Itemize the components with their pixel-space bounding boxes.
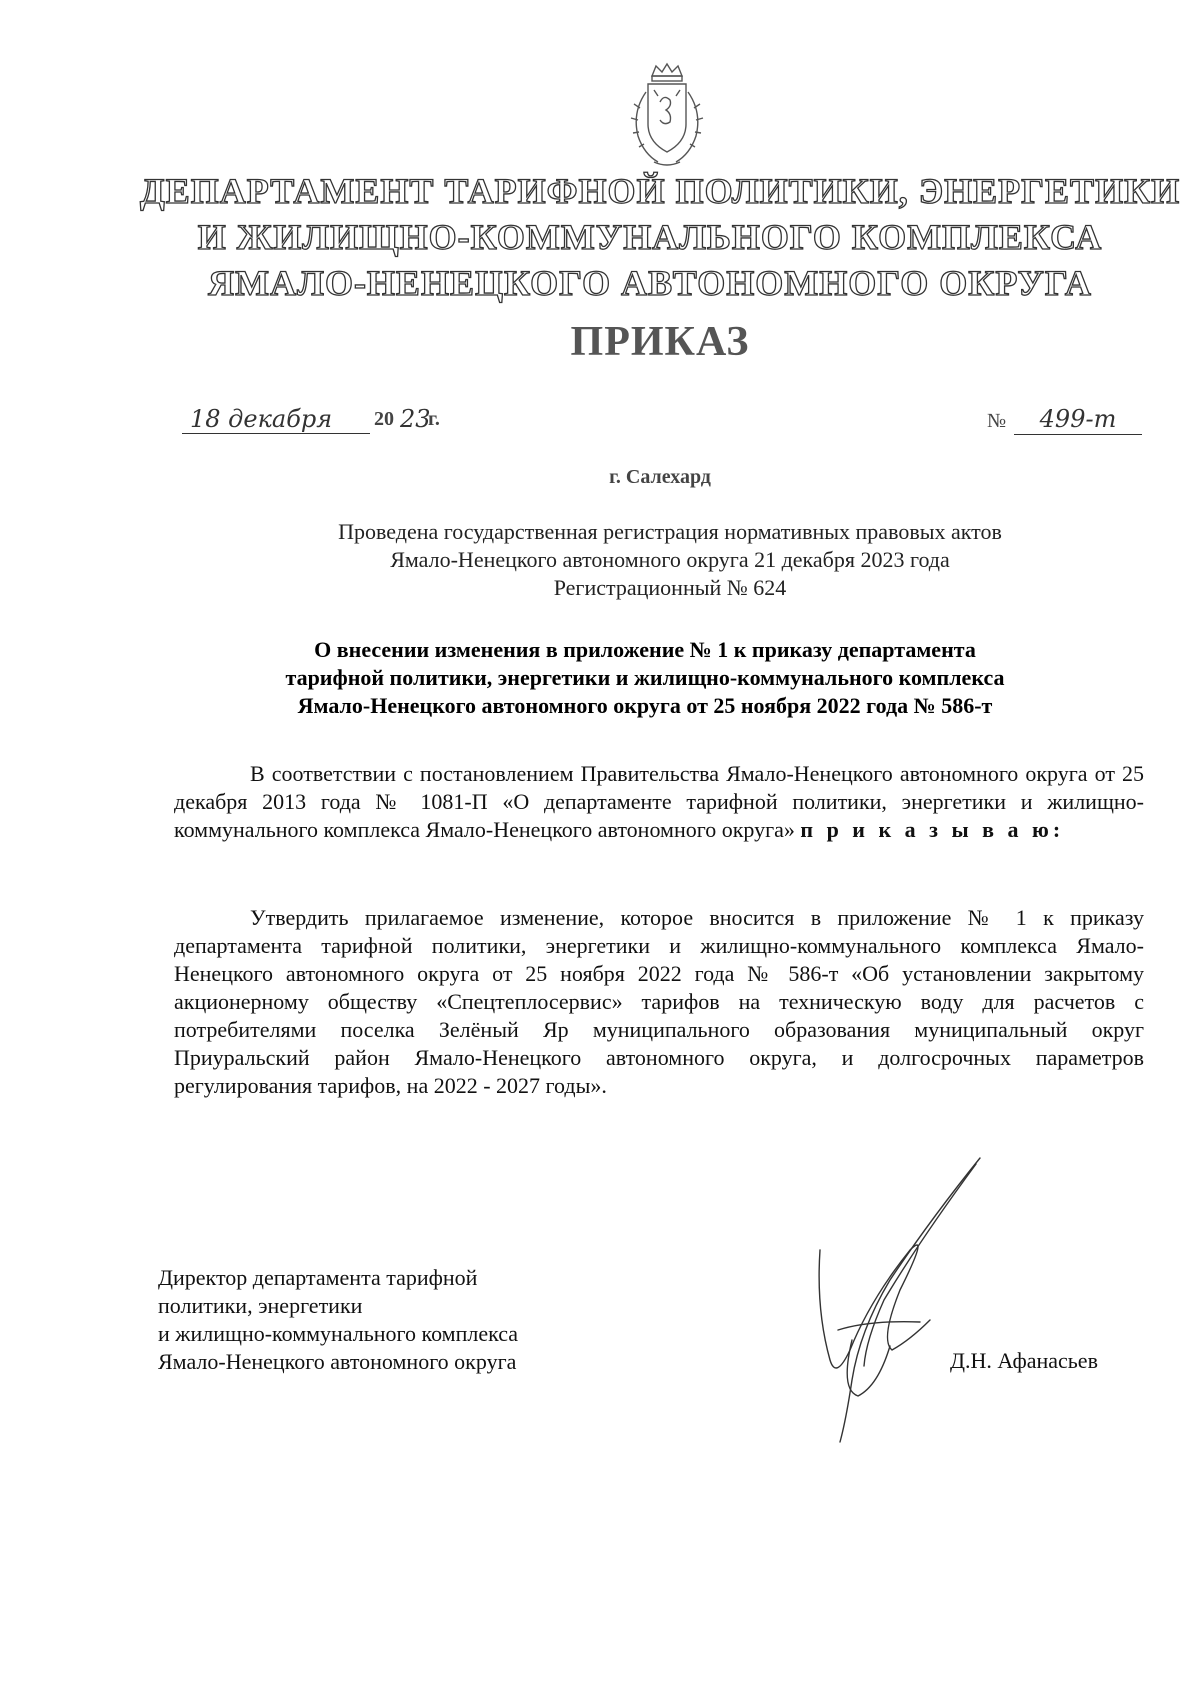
operative-text: Утвердить прилагаемое изменение, которое вносится в приложение № 1 к приказу департамента тарифной политики, энергетики и жилищно-коммунального комплекса Ямало-Ненецкого автономного округа от 25 ноября 2022 года № 586-т «Об установлении закрытому акционерному обществу «Спецтеплосервис» тарифов на техническую воду для расчетов с потребителями поселка Зелёный Яр муниципального образования муниципальный округ Приуральский район Ямало-Ненецкого автономного округа, и долгосрочных параметров регулирования тарифов, на 2022 - 2027 годы».: [174, 905, 1144, 1098]
handwritten-date: 18 декабря: [182, 404, 370, 434]
year-prefix: 20: [374, 408, 394, 430]
order-subject: [160, 636, 1130, 720]
order-command-colon: :: [1052, 817, 1065, 842]
handwritten-number: 499-т: [1014, 404, 1142, 435]
order-command: п р и к а з ы в а ю: [800, 817, 1053, 842]
registration-line-2: Ямало-Ненецкого автономного округа 21 декабря 2023 года: [390, 547, 950, 572]
signatory-name: Д.Н. Афанасьев: [950, 1348, 1098, 1373]
department-header: [140, 168, 1181, 306]
subject-line-2: тарифной политики, энергетики и жилищно-коммунального комплекса: [285, 665, 1005, 690]
handwritten-signature: [780, 1150, 1000, 1450]
registration-note: [240, 518, 1100, 602]
signatory-position: [158, 1264, 678, 1376]
registration-line-3: Регистрационный № 624: [553, 575, 787, 600]
document-title: ПРИКАЗ: [570, 319, 750, 365]
position-line-1: Директор департамента тарифной: [158, 1265, 478, 1290]
handwritten-year: 23: [400, 405, 431, 433]
department-line-1: ДЕПАРТАМЕНТ ТАРИФНОЙ ПОЛИТИКИ, ЭНЕРГЕТИКИ: [140, 171, 1181, 211]
position-line-3: и жилищно-коммунального комплекса: [158, 1321, 519, 1346]
department-line-2: И ЖИЛИЩНО-КОММУНАЛЬНОГО КОМПЛЕКСА: [197, 217, 1103, 257]
department-line-3: ЯМАЛО-НЕНЕЦКОГО АВТОНОМНОГО ОКРУГА: [208, 263, 1092, 303]
subject-line-1: О внесении изменения в приложение № 1 к приказу департамента: [314, 637, 976, 662]
registration-line-1: Проведена государственная регистрация нормативных правовых актов: [338, 519, 1002, 544]
operative-paragraph: [174, 904, 1144, 1100]
year-suffix: г.: [428, 408, 440, 430]
preamble-text: В соответствии с постановлением Правительства Ямало-Ненецкого автономного округа от 25 декабря 2013 года № 1081-П «О департаменте тарифной политики, энергетики и жилищно-коммунального комплекса Ямало-Ненецкого автономного округа»: [174, 761, 1144, 842]
date-number-line: [182, 404, 1182, 444]
coat-of-arms-icon: [624, 62, 710, 170]
subject-line-3: Ямало-Ненецкого автономного округа от 25 ноября 2022 года № 586-т: [297, 693, 993, 718]
position-line-4: Ямало-Ненецкого автономного округа: [158, 1349, 517, 1374]
preamble-paragraph: [174, 760, 1144, 844]
city-label: г. Салехард: [609, 466, 711, 488]
position-line-2: политики, энергетики: [158, 1293, 363, 1318]
number-label: №: [987, 410, 1007, 432]
